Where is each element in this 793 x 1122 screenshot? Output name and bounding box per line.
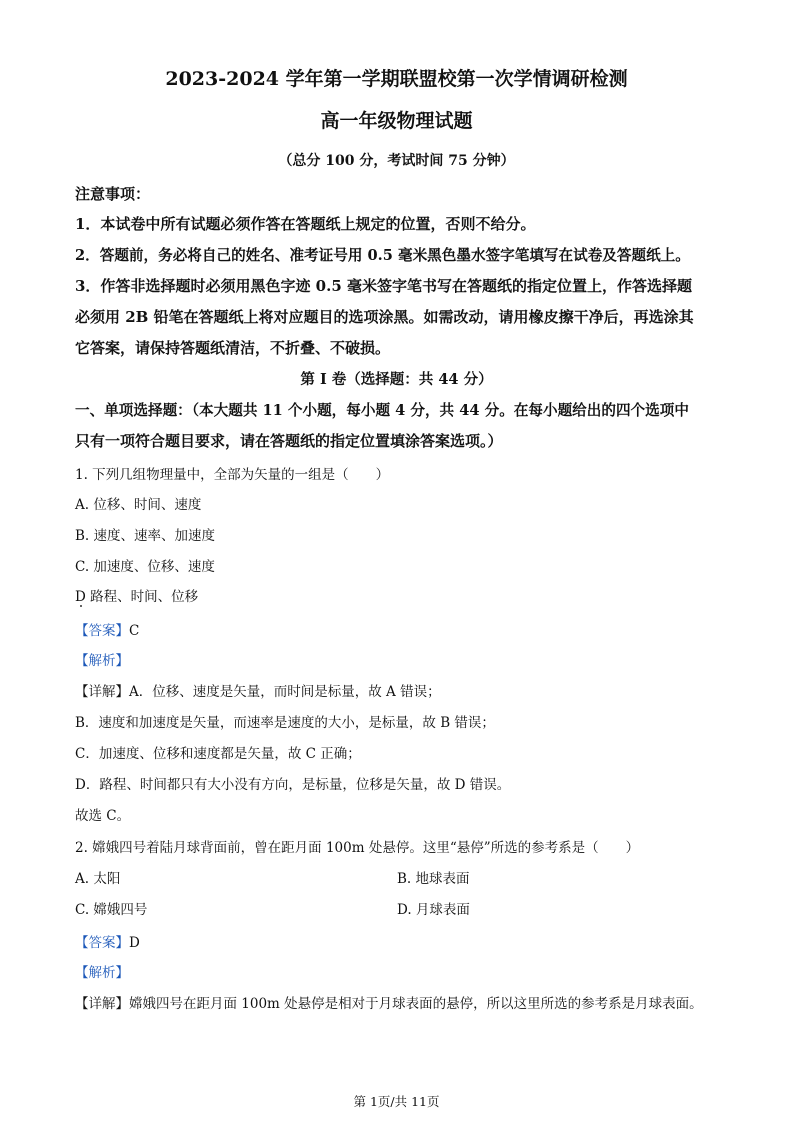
section-heading-line-1: 一、单项选择题：（本大题共 11 个小题，每小题 4 分，共 44 分。在每小题给出的四个选项中 xyxy=(75,402,689,419)
question-1-conclusion: 故选 C。 xyxy=(75,808,131,824)
notice-item-1: 1．本试卷中所有试题必须作答在答题纸上规定的位置，否则不给分。 xyxy=(75,215,536,233)
question-2-option-a: A. 太阳 xyxy=(75,871,121,887)
question-2-stem: 2. 嫦娥四号着陆月球背面前，曾在距月面 100m 处悬停。这里“悬停”所选的参考系是（ ） xyxy=(75,840,640,856)
question-2-option-c: C. 嫦娥四号 xyxy=(75,902,148,918)
question-1-answer xyxy=(75,619,139,639)
question-2-answer xyxy=(75,931,140,951)
question-2-analysis-tag: 【解析】 xyxy=(75,965,129,981)
question-1-option-d: D 路程、时间、位移 xyxy=(75,589,199,605)
notice-item-3-line-3: 它答案，请保持答题纸清洁，不折叠、不破损。 xyxy=(75,339,391,357)
notice-heading: 注意事项： xyxy=(75,185,151,203)
detail-text: 嫦娥四号在距月面 100m 处悬停是相对于月球表面的悬停，所以这里所选的参考系是月球表面。 xyxy=(129,996,703,1012)
stray-dot xyxy=(80,605,82,607)
detail-text: A．位移、速度是矢量，而时间是标量，故 A 错误； xyxy=(129,684,441,700)
answer-tag: 【答案】 xyxy=(75,623,129,639)
question-2-option-d: D. 月球表面 xyxy=(397,902,470,918)
detail-tag: 【详解】 xyxy=(75,684,129,700)
detail-tag: 【详解】 xyxy=(75,996,129,1012)
question-1-option-b: B. 速度、速率、加速度 xyxy=(75,528,216,544)
question-1-detail-line-3: C．加速度、位移和速度都是矢量，故 C 正确； xyxy=(75,746,361,762)
exam-subject-title: 高一年级物理试题 xyxy=(320,110,473,132)
notice-item-3-line-2: 必须用 2B 铅笔在答题纸上将对应题目的选项涂黑。如需改动，请用橡皮擦干净后，再选涂其 xyxy=(75,308,694,326)
question-1-detail-line-1 xyxy=(75,680,441,700)
exam-duration: （总分 100 分，考试时间 75 分钟） xyxy=(278,153,515,169)
exam-title: 2023-2024 学年第一学期联盟校第一次学情调研检测 xyxy=(165,68,628,90)
question-1-detail-line-2: B．速度和加速度是矢量，而速率是速度的大小，是标量，故 B 错误； xyxy=(75,715,495,731)
notice-item-2: 2．答题前，务必将自己的姓名、准考证号用 0.5 毫米黑色墨水签字笔填写在试卷及答题纸上。 xyxy=(75,247,690,264)
question-1-option-a: A. 位移、时间、速度 xyxy=(75,497,202,513)
answer-value: D xyxy=(129,935,140,951)
question-1-option-c: C. 加速度、位移、速度 xyxy=(75,559,215,575)
question-1-analysis-tag: 【解析】 xyxy=(75,653,129,669)
volume-heading: 第 I 卷（选择题：共 44 分） xyxy=(300,371,493,388)
answer-value: C xyxy=(129,623,140,639)
page-number: 第 1页/共 11页 xyxy=(353,1094,440,1109)
notice-item-3-line-1: 3．作答非选择题时必须用黑色字迹 0.5 毫米签字笔书写在答题纸的指定位置上，作答选择题 xyxy=(75,277,692,295)
question-1-detail-line-4: D．路程、时间都只有大小没有方向，是标量，位移是矢量，故 D 错误。 xyxy=(75,777,511,793)
question-2-option-b: B. 地球表面 xyxy=(397,871,470,887)
question-2-detail-line-1 xyxy=(75,992,703,1012)
question-1-stem: 1. 下列几组物理量中，全部为矢量的一组是（ ） xyxy=(75,467,390,483)
section-heading-line-2: 只有一项符合题目要求，请在答题纸的指定位置填涂答案选项。） xyxy=(75,432,503,450)
answer-tag: 【答案】 xyxy=(75,935,129,951)
